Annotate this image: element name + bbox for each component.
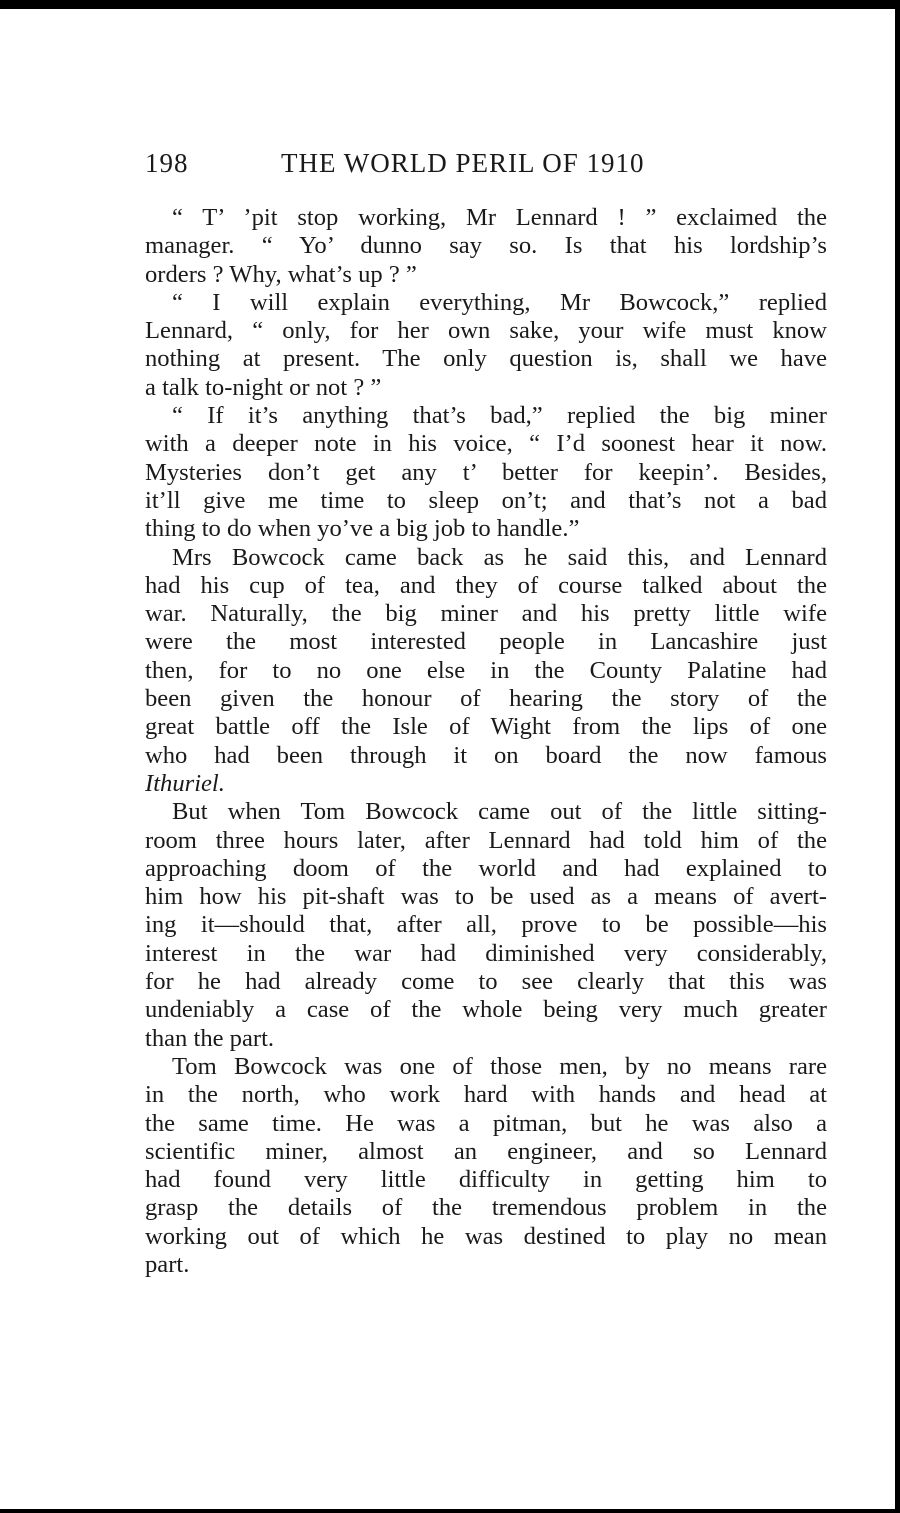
text-line: Mysteries don’t get any t’ better for keepin’. Besides,: [145, 458, 827, 486]
text-line: grasp the details of the tremendous problem in the: [145, 1194, 827, 1222]
text-line: Mrs Bowcock came back as he said this, and Lennard: [172, 543, 827, 571]
text-line: than the part.: [145, 1024, 275, 1052]
text-line: the same time. He was a pitman, but he was also a: [145, 1109, 827, 1137]
text-line-italic: Ithuriel.: [145, 769, 225, 797]
paragraph: [145, 204, 827, 289]
text-line: orders ? Why, what’s up ? ”: [145, 260, 417, 288]
text-line: with a deeper note in his voice, “ I’d soonest hear it now.: [145, 430, 827, 458]
text-line: who had been through it on board the now famous: [145, 741, 827, 769]
scan-border-top: [0, 0, 900, 9]
paragraph: [145, 798, 827, 1053]
text-line: Lennard, “ only, for her own sake, your wife must know: [145, 317, 827, 345]
running-title: THE WORLD PERIL OF 1910: [281, 148, 645, 178]
text-line: But when Tom Bowcock came out of the little sitting-: [172, 798, 827, 826]
text-line: it’ll give me time to sleep on’t; and that’s not a bad: [145, 486, 827, 514]
text-line: were the most interested people in Lancashire just: [145, 628, 827, 656]
text-line: “ If it’s anything that’s bad,” replied the big miner: [172, 402, 827, 430]
paragraph: [145, 1053, 827, 1279]
text-line: then, for to no one else in the County Palatine had: [145, 656, 827, 684]
text-line: had his cup of tea, and they of course talked about the: [145, 571, 827, 599]
page-header: [145, 148, 827, 188]
text-line: thing to do when yo’ve a big job to handle.”: [145, 515, 580, 543]
text-line: working out of which he was destined to play no mean: [145, 1222, 827, 1250]
text-line: room three hours later, after Lennard had told him of the: [145, 826, 827, 854]
text-line: manager. “ Yo’ dunno say so. Is that his lordship’s: [145, 232, 827, 260]
text-line: “ I will explain everything, Mr Bowcock,” replied: [172, 288, 827, 316]
text-line: him how his pit-shaft was to be used as a means of avert-: [145, 883, 827, 911]
paragraph: [145, 544, 827, 799]
text-line: approaching doom of the world and had explained to: [145, 854, 827, 882]
page-number: 198: [145, 148, 189, 178]
text-line: nothing at present. The only question is, shall we have: [145, 345, 827, 373]
text-line: interest in the war had diminished very considerably,: [145, 939, 827, 967]
text-line: had found very little difficulty in getting him to: [145, 1166, 827, 1194]
text-line: been given the honour of hearing the story of the: [145, 685, 827, 713]
paragraph: [145, 289, 827, 402]
text-line: Tom Bowcock was one of those men, by no means rare: [172, 1052, 827, 1080]
scan-border-right: [895, 0, 900, 1513]
text-line: scientific miner, almost an engineer, and so Lennard: [145, 1137, 827, 1165]
text-line: great battle off the Isle of Wight from the lips of one: [145, 713, 827, 741]
text-line: a talk to-night or not ? ”: [145, 373, 382, 401]
text-line: in the north, who work hard with hands and head at: [145, 1081, 827, 1109]
text-line: for he had already come to see clearly that this was: [145, 968, 827, 996]
text-line: ing it—should that, after all, prove to be possible—his: [145, 911, 827, 939]
scan-border-bottom: [0, 1509, 900, 1513]
text-line: part.: [145, 1250, 190, 1278]
text-line: “ T’ ’pit stop working, Mr Lennard ! ” exclaimed the: [172, 204, 827, 231]
body-text: [145, 204, 827, 1279]
paragraph: [145, 402, 827, 543]
text-line: war. Naturally, the big miner and his pretty little wife: [145, 600, 827, 628]
text-line: undeniably a case of the whole being very much greater: [145, 996, 827, 1024]
